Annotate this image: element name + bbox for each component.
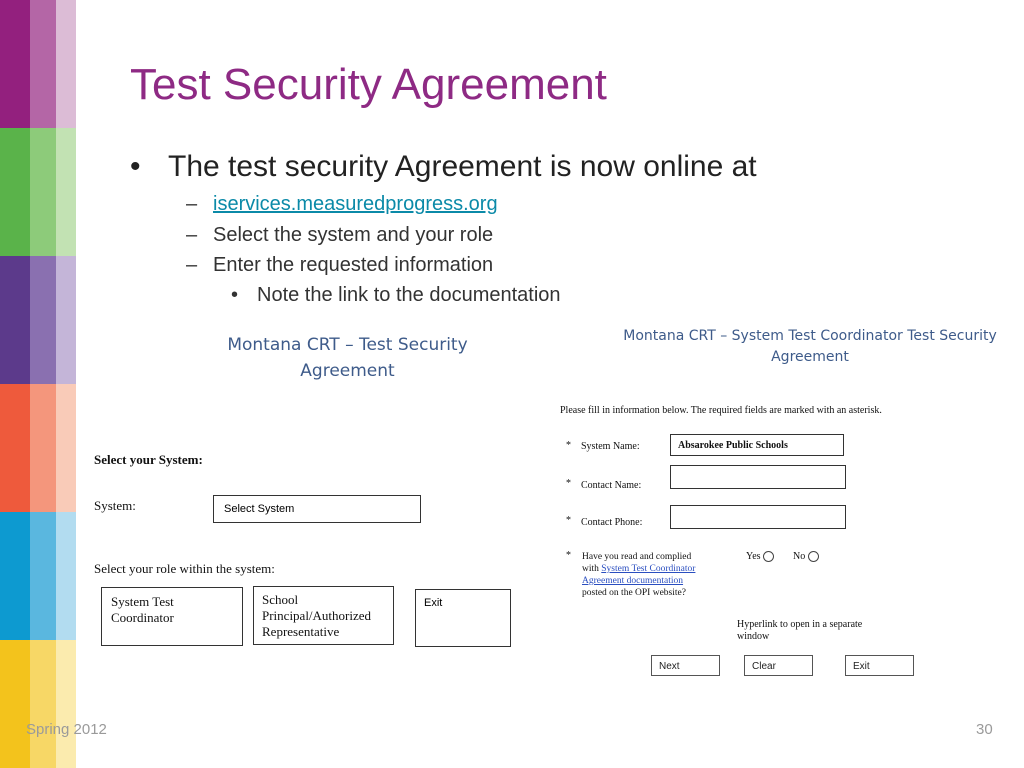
- decorative-color-stripes: [0, 0, 76, 768]
- role-prompt: Select your role within the system:: [94, 561, 275, 576]
- color-band-column: [56, 640, 76, 768]
- clear-button[interactable]: Clear: [744, 655, 813, 676]
- color-band: [0, 128, 76, 256]
- system-name-field[interactable]: Absarokee Public Schools: [670, 434, 844, 456]
- color-band: [0, 0, 76, 128]
- contact-name-field[interactable]: [670, 465, 846, 489]
- right-panel-title: Montana CRT – System Test Coordinator Test Security Agreement: [623, 328, 997, 365]
- slide-number: 30: [976, 721, 993, 738]
- next-button[interactable]: Next: [651, 655, 720, 676]
- color-band-column: [30, 256, 56, 384]
- main-bullet: [130, 150, 757, 184]
- yes-radio[interactable]: [763, 551, 774, 562]
- color-band-column: [56, 384, 76, 512]
- color-band-column: [30, 128, 56, 256]
- system-label: System:: [94, 498, 136, 513]
- sub-bullet-text: Select the system and your role: [213, 224, 494, 246]
- sub-bullet-link: – iservices.measuredprogress.org: [186, 193, 498, 215]
- contact-phone-field[interactable]: [670, 505, 846, 529]
- color-band-column: [0, 0, 30, 128]
- color-band: [0, 512, 76, 640]
- left-panel-title: Montana CRT – Test Security Agreement: [227, 335, 468, 381]
- sub-bullet: – Select the system and your role: [186, 224, 494, 246]
- sub-bullet: – Enter the requested information: [186, 254, 494, 276]
- slide-title: Test Security Agreement: [130, 60, 607, 109]
- agreement-question: Have you read and complied with System Test Coordinator Agreement documentation posted on the OPI website?: [582, 552, 696, 598]
- color-band-column: [56, 0, 76, 128]
- role-school-principal-button[interactable]: School Principal/Authorized Representative: [253, 586, 394, 645]
- required-asterisk: *: [566, 478, 571, 489]
- color-band-column: [30, 512, 56, 640]
- no-radio[interactable]: [808, 551, 819, 562]
- system-select-value: Select System: [224, 503, 295, 515]
- required-asterisk: *: [566, 440, 571, 451]
- required-asterisk: *: [566, 515, 571, 526]
- yes-option[interactable]: Yes: [746, 551, 774, 562]
- coordinator-doc-link-cont[interactable]: Agreement documentation: [582, 576, 684, 586]
- system-name-label: System Name:: [581, 441, 640, 452]
- no-option[interactable]: No: [793, 551, 819, 562]
- sub-bullet-text: Enter the requested information: [213, 254, 494, 276]
- footer-date: Spring 2012: [26, 721, 107, 738]
- exit-button-right[interactable]: Exit: [845, 655, 914, 676]
- sub-sub-bullet-text: Note the link to the documentation: [257, 284, 561, 306]
- contact-phone-label: Contact Phone:: [581, 517, 643, 528]
- color-band: [0, 640, 76, 768]
- color-band-column: [30, 0, 56, 128]
- select-system-heading: Select your System:: [94, 452, 203, 467]
- hyperlink-note: Hyperlink to open in a separate window: [737, 619, 863, 642]
- iservices-link[interactable]: iservices.measuredprogress.org: [213, 193, 498, 215]
- color-band-column: [30, 384, 56, 512]
- color-band-column: [56, 128, 76, 256]
- coordinator-doc-link[interactable]: System Test Coordinator: [601, 564, 696, 574]
- main-bullet-text: The test security Agreement is now online at: [168, 150, 757, 183]
- color-band-column: [0, 384, 30, 512]
- color-band-column: [0, 512, 30, 640]
- color-band-column: [0, 640, 30, 768]
- bullet-dot: •: [130, 150, 141, 183]
- color-band-column: [30, 640, 56, 768]
- color-band-column: [56, 256, 76, 384]
- color-band: [0, 256, 76, 384]
- sub-sub-bullet: • Note the link to the documentation: [231, 284, 561, 306]
- role-system-test-coordinator-button[interactable]: System Test Coordinator: [101, 587, 243, 646]
- color-band: [0, 384, 76, 512]
- exit-button-left[interactable]: Exit: [415, 589, 511, 647]
- form-instructions: Please fill in information below. The required fields are marked with an asterisk.: [560, 405, 882, 416]
- color-band-column: [56, 512, 76, 640]
- contact-name-label: Contact Name:: [581, 480, 642, 491]
- color-band-column: [0, 128, 30, 256]
- system-select[interactable]: [213, 495, 421, 523]
- color-band-column: [0, 256, 30, 384]
- required-asterisk: *: [566, 550, 571, 561]
